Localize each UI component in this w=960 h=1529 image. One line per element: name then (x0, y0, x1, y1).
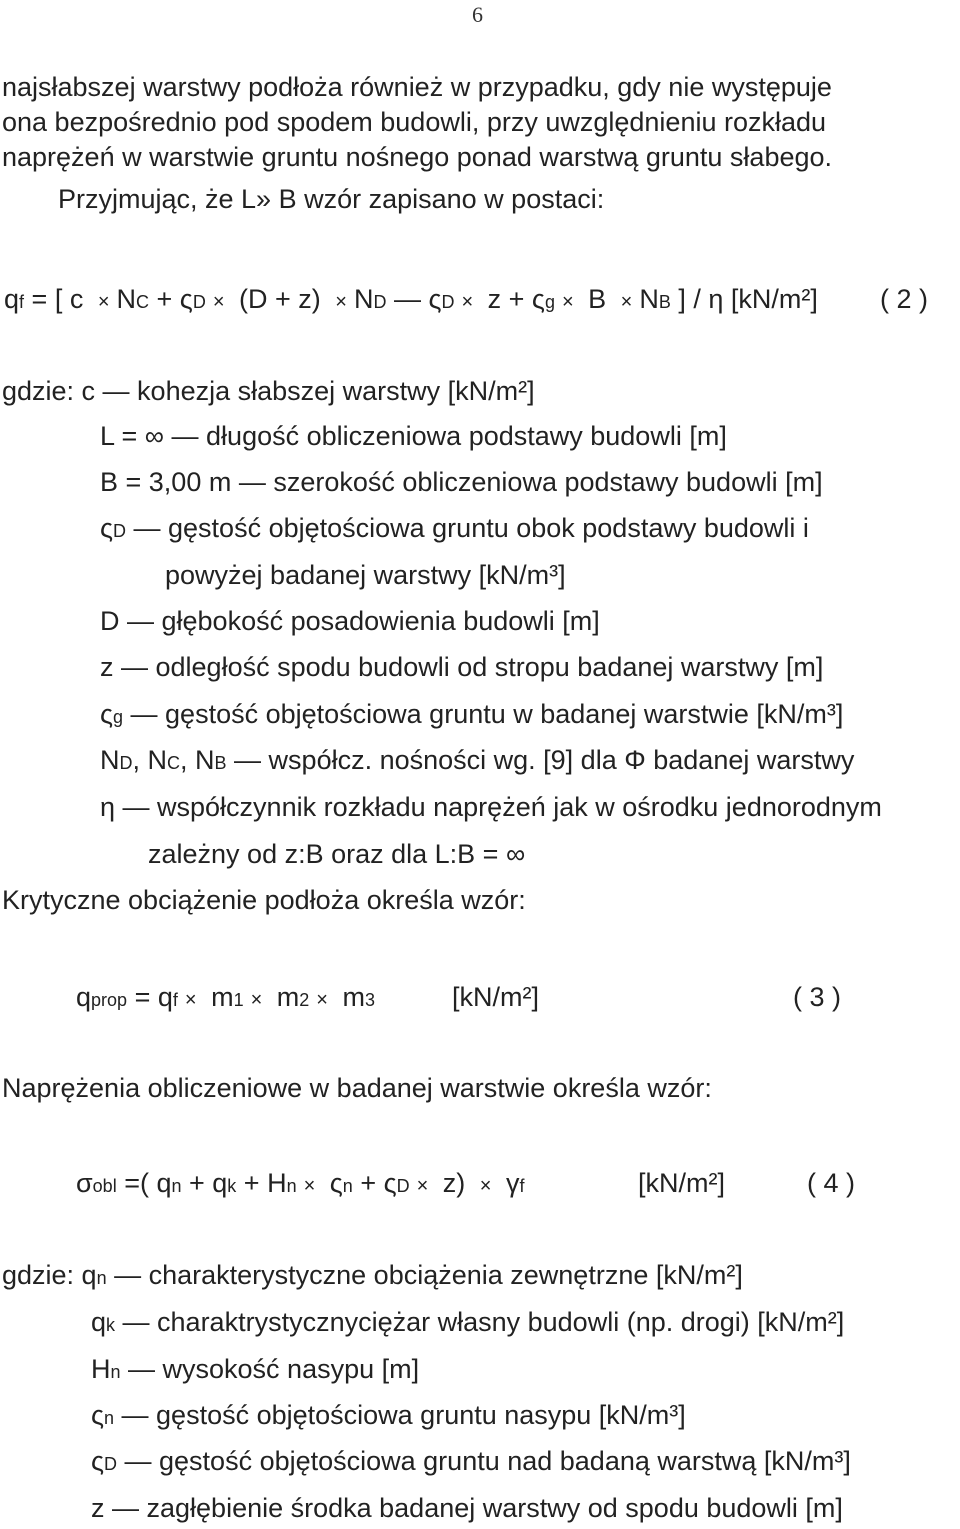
formula-3-number: ( 3 ) (793, 982, 842, 1012)
intro-line-1: najsłabszej warstwy podłoża również w przypadku, gdy nie występuje (2, 72, 832, 102)
def-cohesion: gdzie: c — kohezja słabszej warstwy [kN/m²] (2, 376, 535, 406)
formula-4: σobl =( qn + qk + Hn × ςn + ςD × z) × γf (76, 1168, 525, 1198)
def-rho-g: ςg — gęstość objętościowa gruntu w badanej warstwie [kN/m³] (100, 699, 844, 729)
intro-line-4: Przyjmując, że L» B wzór zapisano w postaci: (58, 184, 605, 214)
formula-2: qf = [ c × NC + ςD × (D + z) × ND — ςD × z + ςg × B × NB ] / η [kN/m²] (4, 284, 818, 314)
page-number: 6 (472, 2, 483, 27)
def-D: D — głębokość posadowienia budowli [m] (100, 606, 600, 636)
def-N-coefficients: ND, NC, NB — współcz. nośności wg. [9] dla Φ badanej warstwy (100, 745, 855, 775)
def-B: B = 3,00 m — szerokość obliczeniowa podstawy budowli [m] (100, 467, 823, 497)
def-rho-D-2: ςD — gęstość objętościowa gruntu nad badaną warstwą [kN/m³] (91, 1446, 851, 1476)
def-eta-cont: zależny od z:B oraz dla L:B = ∞ (148, 839, 526, 869)
def-rho-D-cont: powyżej badanej warstwy [kN/m³] (165, 560, 566, 590)
def-Hn: Hn — wysokość nasypu [m] (91, 1354, 420, 1384)
def-z-2: z — zagłębienie środka badanej warstwy od spodu budowli [m] (91, 1493, 843, 1523)
def-L: L = ∞ — długość obliczeniowa podstawy budowli [m] (100, 421, 727, 451)
formula-3-unit: [kN/m²] (452, 982, 539, 1012)
heading-critical-load: Krytyczne obciążenie podłoża określa wzór: (2, 885, 526, 915)
intro-line-2: ona bezpośrednio pod spodem budowli, przy uwzględnieniu rozkładu (2, 107, 827, 137)
heading-design-stress: Naprężenia obliczeniowe w badanej warstwie określa wzór: (2, 1073, 712, 1103)
def-qn: gdzie: qn — charakterystyczne obciążenia zewnętrzne [kN/m²] (2, 1260, 743, 1290)
formula-4-unit: [kN/m²] (638, 1168, 725, 1198)
intro-line-3: naprężeń w warstwie gruntu nośnego ponad warstwą gruntu słabego. (2, 142, 833, 172)
def-rho-D: ςD — gęstość objętościowa gruntu obok podstawy budowli i (100, 513, 809, 543)
def-qk: qk — charaktrystycznyciężar własny budowli (np. drogi) [kN/m²] (91, 1307, 845, 1337)
def-z: z — odległość spodu budowli od stropu badanej warstwy [m] (100, 652, 824, 682)
def-eta: η — współczynnik rozkładu naprężeń jak w ośrodku jednorodnym (100, 792, 882, 822)
formula-2-number: ( 2 ) (880, 284, 929, 314)
formula-3: qprop = qf × m1 × m2 × m3 (76, 982, 375, 1012)
formula-4-number: ( 4 ) (807, 1168, 856, 1198)
def-rho-n: ςn — gęstość objętościowa gruntu nasypu [kN/m³] (91, 1400, 686, 1430)
